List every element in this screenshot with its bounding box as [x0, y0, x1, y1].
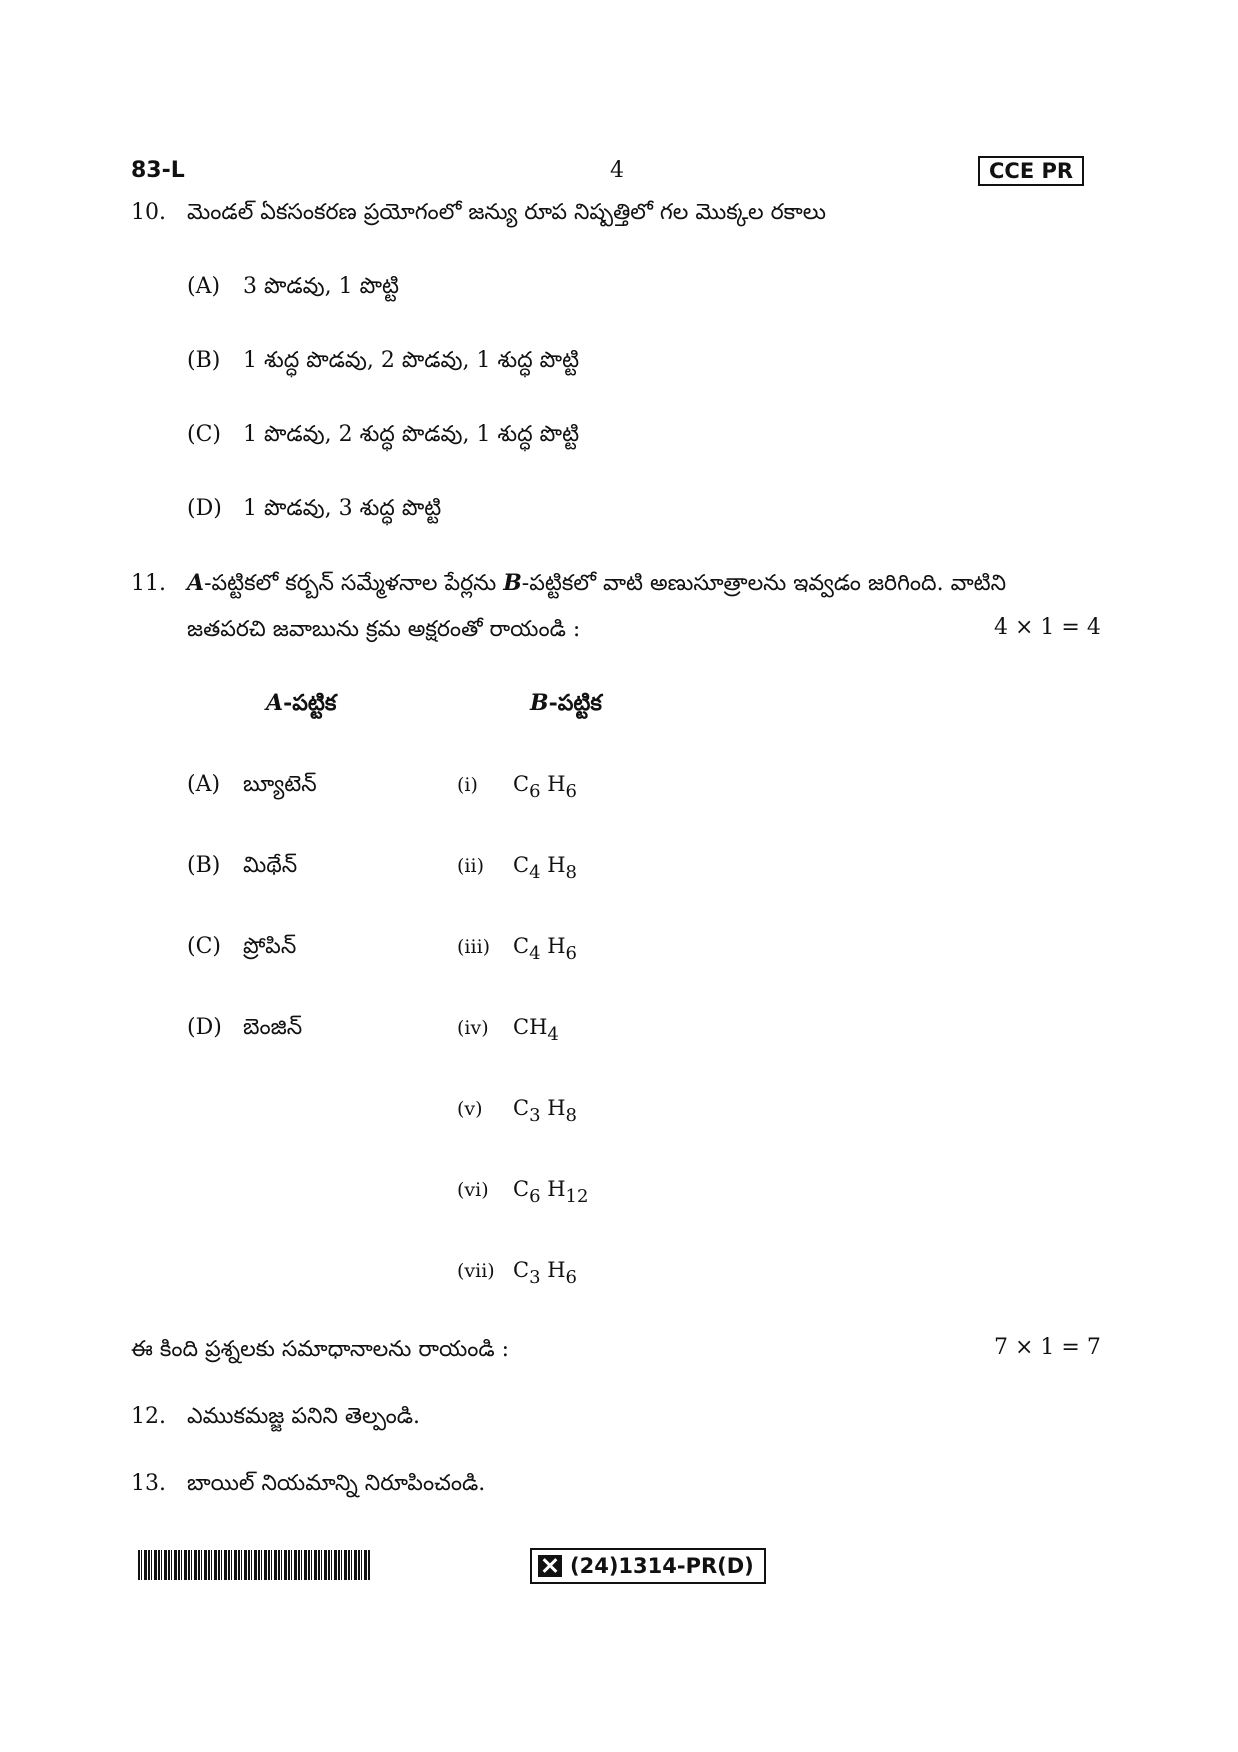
list-a-item	[187, 851, 297, 881]
item-label: (D)	[187, 1015, 222, 1040]
item-label: (A)	[187, 772, 221, 797]
cross-icon	[538, 1555, 562, 1577]
question-text: మెండల్ ఏకసంకరణ ప్రయోగంలో జన్యు రూప నిష్పత్తిలో గల మొక్కల రకాలు	[187, 200, 826, 225]
item-label: (vi)	[457, 1179, 489, 1201]
formula-subscript: 8	[565, 862, 577, 883]
question-number: 12.	[131, 1404, 166, 1429]
list-b-item	[457, 1177, 588, 1207]
formula-subscript: 6	[529, 1186, 541, 1207]
list-b-item	[457, 934, 577, 964]
paper-id: (24)1314-PR(D)	[570, 1554, 754, 1578]
formula-element: C	[513, 1177, 530, 1201]
formula-element: H	[547, 1258, 566, 1282]
formula-subscript: 4	[547, 1024, 559, 1045]
formula-element: C	[513, 934, 530, 958]
list-b-item	[457, 853, 577, 883]
item-label: (ii)	[457, 855, 484, 877]
formula-subscript: 6	[565, 943, 577, 964]
list-b-item	[457, 1015, 559, 1045]
formula-subscript: 6	[529, 781, 541, 802]
item-label: (iv)	[457, 1017, 489, 1039]
question-13	[131, 1469, 485, 1499]
option-label: (A)	[187, 274, 221, 299]
option-label: (D)	[187, 496, 222, 521]
question-text: బాయిల్ నియమాన్ని నిరూపించండి.	[187, 1471, 486, 1496]
option-label: (B)	[187, 348, 221, 373]
formula-subscript: 6	[565, 781, 577, 802]
formula-element: H	[547, 853, 566, 877]
column-b-text: -పట్టిక	[548, 690, 602, 716]
list-b-letter: B	[503, 570, 522, 596]
item-label: (vii)	[457, 1260, 495, 1282]
formula-element: C	[513, 1258, 530, 1282]
formula-subscript: 6	[565, 1267, 577, 1288]
item-text: బెంజిన్	[243, 1015, 303, 1040]
column-a-heading	[266, 690, 336, 721]
formula-element: C	[513, 1096, 530, 1120]
item-label: (iii)	[457, 936, 491, 958]
item-label: (v)	[457, 1098, 483, 1120]
question-number: 13.	[131, 1471, 166, 1496]
option-text: 3 పొడవు, 1 పొట్టి	[243, 274, 399, 299]
q10-option-d	[187, 494, 441, 524]
q10-option-c	[187, 420, 579, 450]
column-a-text: -పట్టిక	[283, 690, 337, 716]
formula-element: H	[547, 1177, 566, 1201]
option-label: (C)	[187, 422, 221, 447]
paper-id-box	[530, 1548, 766, 1584]
column-a-letter: A	[266, 690, 284, 716]
list-a-item	[187, 932, 296, 962]
marks-section: 7 × 1 = 7	[994, 1335, 1101, 1360]
section-instruction: ఈ కింది ప్రశ్నలకు సమాధానాలను రాయండి :	[131, 1337, 510, 1362]
formula-subscript: 12	[565, 1186, 589, 1207]
item-text: బ్యూటెన్	[243, 772, 317, 797]
q10-option-a	[187, 272, 399, 302]
formula-subscript: 8	[565, 1105, 577, 1126]
question-12	[131, 1402, 420, 1432]
question-text-part: -పట్టికలో కర్బన్ సమ్మేళనాల పేర్లను	[204, 571, 504, 596]
formula-element: C	[513, 772, 530, 796]
question-text: ఎముకమజ్జ పనిని తెల్పండి.	[187, 1404, 420, 1429]
barcode	[138, 1550, 370, 1580]
page-number: 4	[610, 158, 624, 183]
question-10	[131, 198, 826, 228]
marks-q11: 4 × 1 = 4	[994, 615, 1101, 640]
formula-element: H	[547, 772, 566, 796]
question-11	[131, 568, 1111, 599]
list-b-item	[457, 1096, 577, 1126]
option-text: 1 పొడవు, 2 శుద్ధ పొడవు, 1 శుద్ధ పొట్టి	[243, 422, 580, 447]
list-b-item	[457, 1258, 577, 1288]
formula-element: H	[547, 934, 566, 958]
formula-subscript: 3	[529, 1105, 541, 1126]
question-text-part: -పట్టికలో వాటి అణుసూత్రాలను ఇవ్వడం జరిగింది. వాటిని	[521, 571, 1007, 596]
column-b-letter: B	[530, 690, 549, 716]
exam-tag: CCE PR	[978, 156, 1084, 186]
formula-subscript: 4	[529, 862, 541, 883]
item-label: (i)	[457, 774, 478, 796]
question-number: 10.	[131, 200, 166, 225]
list-a-letter: A	[187, 570, 205, 596]
list-a-item	[187, 770, 317, 800]
formula-subscript: 3	[529, 1267, 541, 1288]
item-text: ప్రోపిన్	[243, 934, 297, 959]
paper-code: 83-L	[131, 158, 185, 183]
item-label: (C)	[187, 934, 221, 959]
item-text: మిథేన్	[243, 853, 298, 878]
item-label: (B)	[187, 853, 221, 878]
formula-element: C	[513, 853, 530, 877]
formula-subscript: 4	[529, 943, 541, 964]
option-text: 1 శుద్ధ పొడవు, 2 పొడవు, 1 శుద్ధ పొట్టి	[243, 348, 580, 373]
list-a-item	[187, 1013, 302, 1043]
column-b-heading	[530, 690, 602, 721]
list-b-item	[457, 772, 577, 802]
q10-option-b	[187, 346, 579, 376]
formula-element: H	[547, 1096, 566, 1120]
formula-element: CH	[513, 1015, 548, 1039]
question-11-line2: జతపరచి జవాబును క్రమ అక్షరంతో రాయండి :	[187, 617, 581, 642]
question-number: 11.	[131, 571, 166, 596]
option-text: 1 పొడవు, 3 శుద్ధ పొట్టి	[243, 496, 442, 521]
